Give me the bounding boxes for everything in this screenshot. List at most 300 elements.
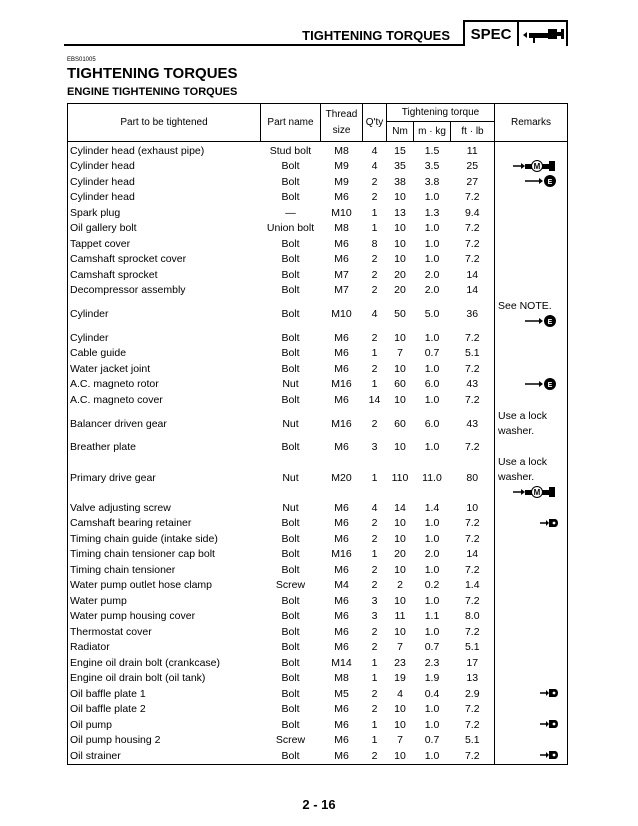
cell-ftlb: 7.2 (464, 191, 480, 204)
cell-part: Spark plug (68, 205, 261, 221)
cell-remarks (495, 562, 568, 578)
cell-ftlb: 7.2 (464, 625, 480, 638)
engine-oil-icon (523, 314, 559, 330)
cell-nm: 20 (394, 548, 406, 561)
cell-nm: 11 (394, 610, 406, 623)
cell-part-name: Bolt (281, 347, 300, 360)
cell-ftlb: 2.9 (464, 687, 480, 700)
cell-qty: 2 (371, 703, 378, 716)
cell-part-name: Bolt (281, 594, 300, 607)
cell-part-name: Bolt (281, 656, 300, 669)
cell-nm: 10 (394, 703, 406, 716)
cell-mkg: 1.3 (424, 206, 440, 219)
cell-part-name: Nut (282, 471, 299, 484)
cell-mkg: 1.0 (424, 253, 440, 266)
header-part: Part to be tightened (68, 104, 261, 142)
cell-mkg: 6.0 (424, 417, 440, 430)
cell-nm: 38 (394, 175, 406, 188)
cell-mkg: 1.0 (424, 191, 440, 204)
table-row (68, 377, 568, 393)
cell-ftlb: 27 (466, 175, 479, 188)
cell-remarks (495, 624, 568, 640)
cell-ftlb: 25 (466, 160, 479, 173)
cell-remarks (495, 392, 568, 408)
cell-part: Timing chain tensioner (68, 562, 261, 578)
cell-ftlb: 5.1 (464, 641, 480, 654)
cell-qty: 2 (371, 284, 378, 297)
cell-thread-size: M6 (334, 393, 349, 406)
cell-part-name: Bolt (281, 362, 300, 375)
cell-qty: 1 (371, 656, 378, 669)
cell-nm: 10 (394, 532, 406, 545)
locking-agent-icon (539, 748, 559, 764)
cell-part: Water jacket joint (68, 361, 261, 377)
cell-ftlb: 7.2 (464, 441, 480, 454)
cell-ftlb: 80 (466, 471, 479, 484)
cell-part: Oil strainer (68, 748, 261, 764)
header-nm: Nm (387, 122, 414, 142)
cell-nm: 10 (394, 625, 406, 638)
cell-qty: 1 (371, 206, 378, 219)
cell-remarks (495, 330, 568, 346)
table-row (68, 298, 568, 330)
cell-part-name: Bolt (281, 517, 300, 530)
cell-thread-size: M6 (334, 347, 349, 360)
cell-thread-size: M8 (334, 222, 349, 235)
table-row (68, 562, 568, 578)
cell-part-name: Bolt (261, 748, 321, 764)
cell-part-name: Screw (275, 734, 306, 747)
table-row (68, 346, 568, 362)
cell-nm: 14 (394, 501, 406, 514)
table-row (68, 283, 568, 299)
locking-agent-icon (539, 516, 559, 531)
cell-qty: 2 (371, 625, 378, 638)
cell-remarks (495, 408, 568, 440)
cell-part-name: Bolt (281, 687, 300, 700)
cell-part-name: Bolt (281, 610, 300, 623)
cell-nm: 110 (391, 471, 409, 484)
cell-part: Oil pump housing 2 (68, 733, 261, 749)
table-row (68, 221, 568, 237)
svg-text:E: E (547, 319, 553, 326)
cell-remarks (495, 377, 568, 393)
cell-qty: 1 (371, 734, 378, 747)
cell-ftlb: 7.2 (464, 532, 480, 545)
cell-ftlb: 7.2 (464, 594, 480, 607)
remark-text: See NOTE. (498, 300, 552, 312)
cell-remarks (495, 346, 568, 362)
cell-part: Cylinder head (68, 190, 261, 206)
cell-ftlb: 11 (466, 144, 478, 157)
cell-qty: 2 (371, 331, 378, 344)
cell-remarks (495, 686, 568, 702)
table-row (68, 205, 568, 221)
table-row (68, 624, 568, 640)
cell-nm: 7 (397, 641, 403, 654)
section-title: TIGHTENING TORQUES (302, 28, 450, 43)
cell-part: Engine oil drain bolt (crankcase) (68, 655, 261, 671)
cell-thread-size: M6 (334, 641, 349, 654)
cell-qty: 2 (371, 253, 378, 266)
cell-remarks (495, 516, 568, 532)
cell-nm: 10 (394, 393, 406, 406)
cell-thread-size: M16 (331, 378, 352, 391)
remark-text: Use a lock washer. (498, 456, 548, 483)
cell-qty: 4 (371, 501, 378, 514)
cell-ftlb: 14 (466, 548, 479, 561)
cell-qty: 3 (371, 610, 378, 623)
cell-ftlb: 7.2 (464, 253, 480, 266)
svg-text:E: E (547, 179, 553, 187)
cell-thread-size: M6 (321, 748, 363, 764)
cell-mkg: 1.0 (424, 703, 440, 716)
cell-qty: 1 (371, 222, 378, 235)
cell-thread-size: M6 (334, 563, 349, 576)
table-row (68, 236, 568, 252)
cell-ftlb: 7.2 (464, 517, 480, 530)
table-row (68, 392, 568, 408)
cell-qty: 4 (371, 144, 378, 157)
cell-nm: 10 (394, 237, 406, 250)
header-part-name: Part name (261, 104, 321, 142)
cell-part-name: Bolt (281, 160, 300, 173)
cell-thread-size: M6 (334, 594, 349, 607)
cell-qty: 2 (371, 579, 378, 592)
table-row (68, 408, 568, 440)
cell-remarks (495, 252, 568, 268)
cell-mkg: 0.7 (424, 347, 440, 360)
cell-qty: 2 (371, 362, 378, 375)
table-row (68, 640, 568, 656)
cell-remarks (495, 671, 568, 687)
cell-remarks (495, 455, 568, 500)
cell-thread-size: M6 (334, 718, 349, 731)
cell-remarks (495, 500, 568, 516)
table-row (68, 702, 568, 718)
cell-part-name: Bolt (281, 441, 300, 454)
remark-text: Use a lock washer. (498, 409, 548, 437)
cell-qty: 1 (371, 718, 378, 731)
cell-part-name: Bolt (281, 308, 300, 320)
cell-mkg: 1.0 (424, 718, 440, 731)
cell-part: Cable guide (68, 346, 261, 362)
cell-thread-size: M20 (331, 471, 352, 484)
cell-part-name: Bolt (281, 718, 300, 731)
cell-qty: 3 (371, 441, 378, 454)
cell-thread-size: M6 (334, 517, 349, 530)
cell-mkg: 5.0 (424, 308, 440, 320)
cell-mkg: 2.0 (424, 268, 440, 281)
cell-part-name: Bolt (281, 268, 300, 281)
cell-nm: 10 (394, 222, 406, 235)
cell-remarks (495, 159, 568, 175)
cell-remarks (495, 440, 568, 456)
cell-part-name: Bolt (281, 284, 300, 297)
cell-mkg: 0.7 (424, 641, 440, 654)
spec-label: SPEC (463, 20, 519, 46)
cell-thread-size: M9 (334, 160, 349, 173)
cell-ftlb: 5.1 (464, 734, 480, 747)
table-row (68, 609, 568, 625)
cell-ftlb: 7.2 (464, 237, 480, 250)
cell-nm: 35 (394, 160, 406, 173)
cell-nm: 7 (397, 347, 403, 360)
cell-thread-size: M10 (331, 206, 352, 219)
cell-ftlb: 43 (466, 417, 479, 430)
cell-remarks (495, 655, 568, 671)
cell-qty: 4 (371, 308, 378, 320)
cell-mkg: 0.2 (424, 579, 440, 592)
table-row (68, 547, 568, 563)
cell-thread-size: M7 (334, 284, 349, 297)
engine-oil-icon (523, 377, 559, 392)
cell-mkg: 2.0 (424, 284, 440, 297)
document-code: EBS01005 (67, 57, 96, 63)
header-thread-size: Thread size (321, 104, 363, 142)
cell-part-name: Bolt (281, 532, 300, 545)
cell-remarks (495, 640, 568, 656)
cell-thread-size: M10 (331, 308, 352, 320)
cell-nm: 50 (394, 308, 406, 320)
table-row (68, 330, 568, 346)
cell-part: Water pump (68, 593, 261, 609)
cell-qty: 2 (371, 268, 378, 281)
cell-ftlb: 7.2 (464, 222, 480, 235)
page-header (64, 20, 568, 46)
cell-mkg: 1.0 (424, 222, 440, 235)
cell-nm: 60 (394, 378, 406, 391)
cell-qty: 2 (371, 417, 378, 430)
cell-part: Cylinder head (exhaust pipe) (68, 142, 261, 159)
cell-mkg: 6.0 (424, 378, 440, 391)
cell-remarks (495, 221, 568, 237)
cell-part-name: Bolt (281, 191, 300, 204)
cell-mkg: 1.0 (424, 517, 440, 530)
cell-part-name: Union bolt (266, 222, 315, 235)
cell-ftlb: 14 (466, 268, 479, 281)
cell-remarks (495, 733, 568, 749)
cell-qty: 2 (371, 532, 378, 545)
cell-mkg: 2.3 (424, 656, 440, 669)
cell-remarks (495, 142, 568, 159)
cell-ftlb: 13 (466, 672, 479, 685)
table-row (68, 531, 568, 547)
cell-thread-size: M6 (334, 610, 349, 623)
cell-nm: 20 (394, 268, 406, 281)
cell-ftlb: 7.2 (464, 393, 480, 406)
cell-part: Timing chain guide (intake side) (68, 531, 261, 547)
cell-qty: 3 (371, 594, 378, 607)
locking-agent-icon (539, 686, 559, 701)
cell-part-name: Nut (282, 378, 299, 391)
cell-ftlb: 5.1 (464, 347, 480, 360)
cell-part: Thermostat cover (68, 624, 261, 640)
cell-remarks (495, 236, 568, 252)
locking-agent-icon (539, 717, 559, 732)
cell-remarks (495, 578, 568, 594)
cell-part: Water pump housing cover (68, 609, 261, 625)
cell-thread-size: M6 (334, 625, 349, 638)
cell-nm: 10 (394, 563, 406, 576)
cell-mkg: 1.4 (424, 501, 440, 514)
cell-ftlb: 17 (466, 656, 479, 669)
header-mkg: m · kg (414, 122, 451, 142)
table-row (68, 686, 568, 702)
cell-mkg: 0.7 (424, 734, 440, 747)
cell-mkg: 1.0 (424, 563, 440, 576)
cell-part: A.C. magneto cover (68, 392, 261, 408)
cell-thread-size: M6 (334, 191, 349, 204)
cell-part-name: Bolt (281, 563, 300, 576)
cell-ftlb: 14 (466, 284, 479, 297)
cell-qty: 1 (371, 378, 378, 391)
cell-mkg: 3.5 (424, 160, 440, 173)
wrench-icon (517, 20, 568, 46)
cell-qty: 14 (368, 393, 381, 406)
page-title: TIGHTENING TORQUES (67, 65, 238, 82)
cell-mkg: 1.0 (424, 237, 440, 250)
cell-part: Camshaft sprocket (68, 267, 261, 283)
table-row (68, 252, 568, 268)
cell-part: Cylinder (68, 330, 261, 346)
molybdenum-disulfide-oil-icon (511, 159, 559, 174)
cell-remarks (495, 547, 568, 563)
cell-mkg: 1.0 (424, 532, 440, 545)
table-row (68, 159, 568, 175)
cell-qty: 1 (371, 471, 378, 484)
cell-part: Cylinder (68, 298, 261, 330)
cell-thread-size: M14 (331, 656, 352, 669)
table-row (68, 717, 568, 733)
cell-nm: 10 (394, 191, 406, 204)
cell-thread-size: M6 (334, 501, 349, 514)
cell-part: Cylinder head (68, 159, 261, 175)
cell-qty: 1 (371, 548, 378, 561)
cell-nm: 20 (394, 284, 406, 297)
cell-remarks (495, 531, 568, 547)
table-row (68, 593, 568, 609)
table-row (68, 174, 568, 190)
table-row (68, 748, 568, 764)
cell-remarks (495, 174, 568, 190)
cell-qty: 4 (371, 160, 378, 173)
cell-thread-size: M8 (334, 144, 349, 157)
cell-thread-size: M6 (334, 237, 349, 250)
cell-mkg: 1.5 (424, 144, 440, 157)
cell-nm: 60 (394, 417, 406, 430)
cell-nm: 2 (397, 579, 403, 592)
cell-part: Timing chain tensioner cap bolt (68, 547, 261, 563)
cell-part-name: Stud bolt (269, 144, 312, 157)
molybdenum-disulfide-oil-icon (511, 485, 559, 500)
cell-nm: 10 (394, 517, 406, 530)
cell-qty: 8 (371, 237, 378, 250)
cell-part: Oil gallery bolt (68, 221, 261, 237)
cell-part: Breather plate (68, 440, 261, 456)
cell-qty: 2 (363, 748, 387, 764)
cell-qty: 2 (371, 191, 378, 204)
cell-thread-size: M16 (331, 548, 352, 561)
header-tightening-torque: Tightening torque (387, 104, 495, 122)
cell-remarks (495, 609, 568, 625)
cell-thread-size: M4 (334, 579, 349, 592)
cell-nm: 19 (394, 672, 406, 685)
table-row (68, 655, 568, 671)
cell-nm: 4 (397, 687, 403, 700)
cell-remarks (495, 702, 568, 718)
cell-nm: 10 (394, 331, 406, 344)
cell-mkg: 1.0 (424, 362, 440, 375)
cell-part-name: Screw (275, 579, 306, 592)
cell-part: Camshaft bearing retainer (68, 516, 261, 532)
cell-ftlb: 7.2 (464, 331, 480, 344)
cell-mkg: 1.0 (414, 748, 451, 764)
cell-ftlb: 7.2 (464, 563, 480, 576)
cell-thread-size: M6 (334, 532, 349, 545)
cell-part: Oil baffle plate 2 (68, 702, 261, 718)
cell-part-name: Bolt (281, 175, 300, 188)
cell-qty: 2 (371, 175, 378, 188)
cell-remarks (495, 283, 568, 299)
cell-qty: 1 (371, 672, 378, 685)
cell-part: Tappet cover (68, 236, 261, 252)
cell-mkg: 11.0 (422, 471, 442, 484)
cell-remarks (495, 298, 568, 330)
cell-remarks (495, 748, 568, 764)
cell-part: Water pump outlet hose clamp (68, 578, 261, 594)
cell-thread-size: M6 (334, 253, 349, 266)
table-row (68, 455, 568, 500)
cell-thread-size: M6 (334, 703, 349, 716)
cell-thread-size: M6 (334, 441, 349, 454)
cell-part: Cylinder head (68, 174, 261, 190)
cell-thread-size: M8 (334, 672, 349, 685)
cell-part-name: Bolt (281, 331, 300, 344)
cell-part-name: Bolt (281, 672, 300, 685)
cell-nm: 15 (394, 144, 406, 157)
table-row (68, 267, 568, 283)
cell-nm: 13 (394, 206, 406, 219)
svg-text:M: M (533, 488, 541, 497)
cell-remarks (495, 717, 568, 733)
cell-ftlb: 7.2 (464, 703, 480, 716)
cell-nm: 10 (394, 253, 406, 266)
cell-nm: 10 (394, 718, 406, 731)
svg-text:E: E (547, 381, 553, 389)
table-row (68, 733, 568, 749)
header-remarks: Remarks (495, 104, 568, 142)
cell-part-name: Bolt (281, 393, 300, 406)
cell-part-name: — (285, 206, 296, 219)
table-row (68, 578, 568, 594)
cell-thread-size: M6 (334, 734, 349, 747)
cell-mkg: 3.8 (424, 175, 440, 188)
cell-ftlb: 8.0 (464, 610, 480, 623)
cell-part: Primary drive gear (68, 455, 261, 500)
cell-ftlb: 43 (466, 378, 479, 391)
cell-nm: 10 (387, 748, 414, 764)
torque-table (67, 103, 568, 765)
cell-part: Oil baffle plate 1 (68, 686, 261, 702)
cell-remarks (495, 190, 568, 206)
cell-nm: 23 (394, 656, 406, 669)
cell-qty: 2 (371, 517, 378, 530)
cell-thread-size: M7 (334, 268, 349, 281)
cell-ftlb: 36 (466, 308, 479, 320)
cell-part-name: Bolt (281, 253, 300, 266)
table-row (68, 190, 568, 206)
